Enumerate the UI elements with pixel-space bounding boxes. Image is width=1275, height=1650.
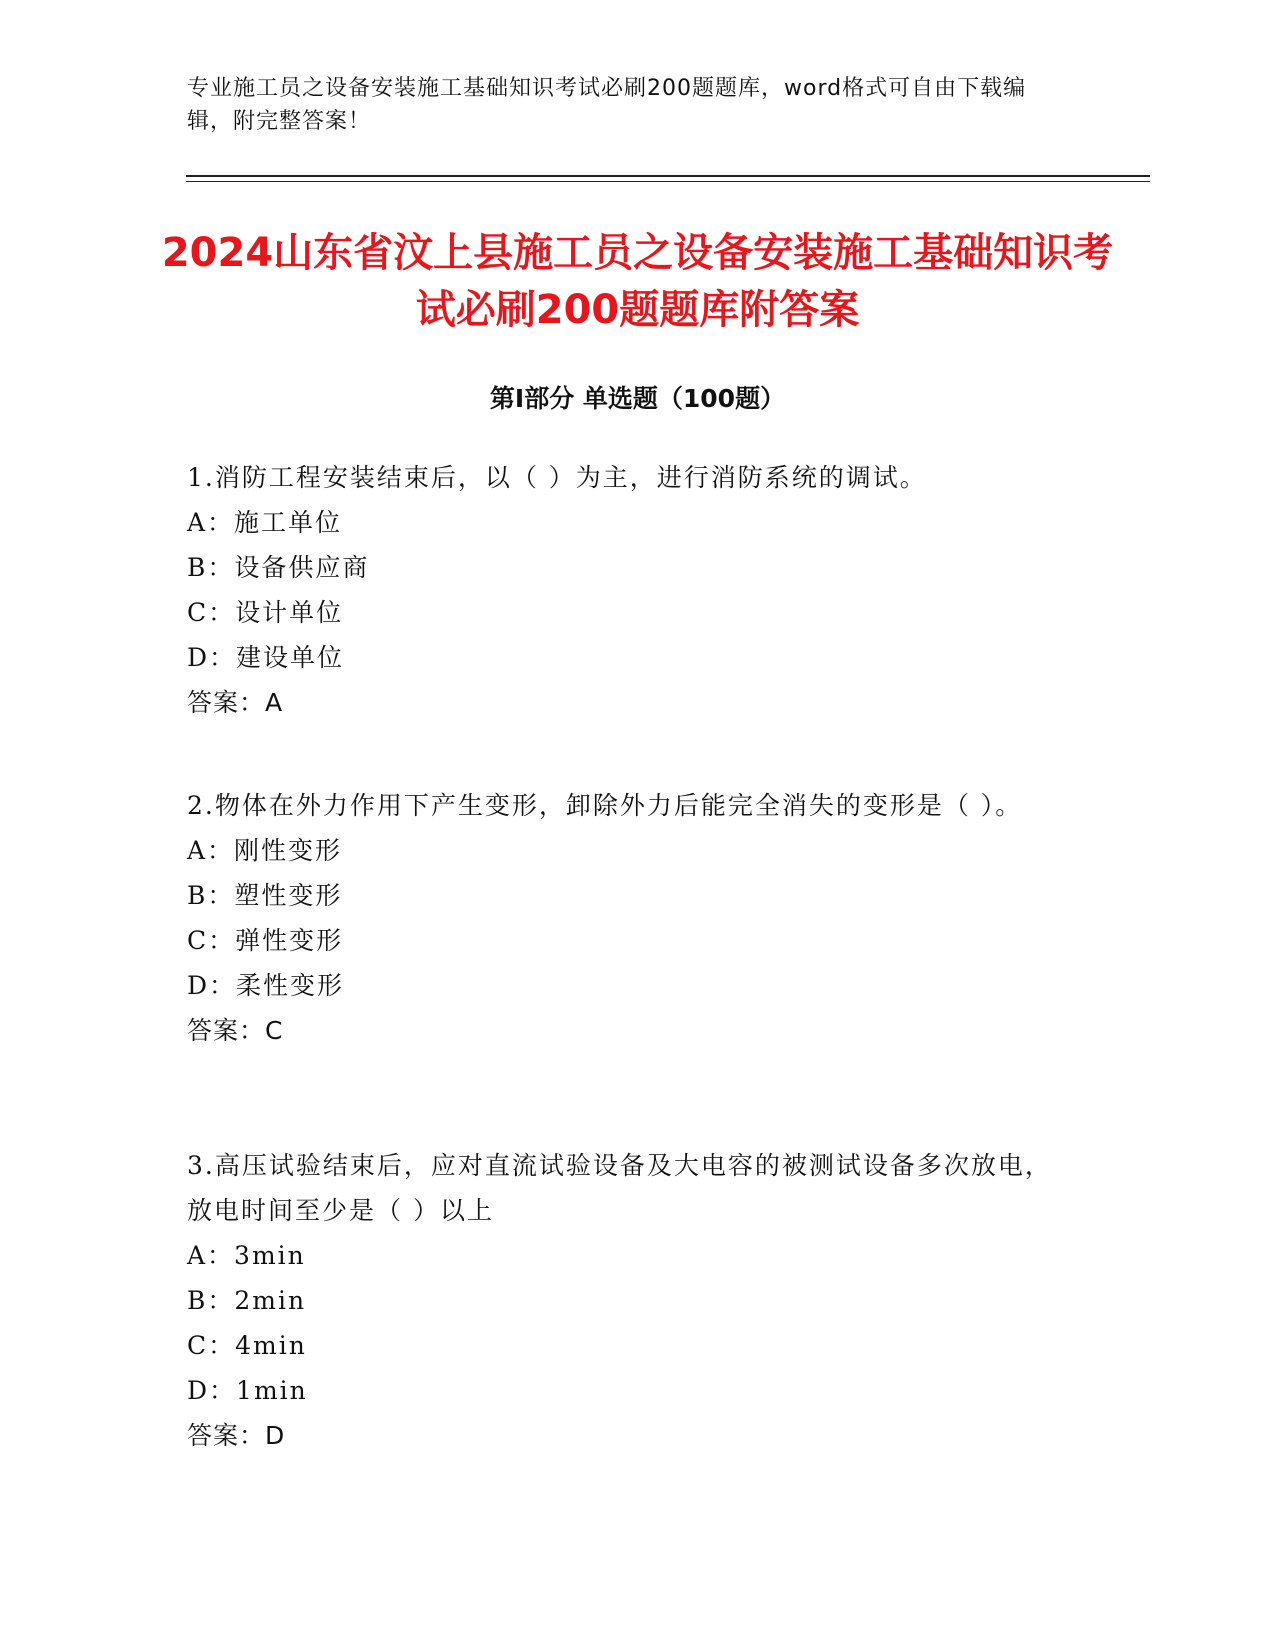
option-c: C：设计单位: [187, 598, 344, 627]
option-c: C：弹性变形: [187, 926, 344, 955]
option-b: B：塑性变形: [187, 881, 343, 910]
question-text: 3.高压试验结束后，应对直流试验设备及大电容的被测试设备多次放电，放电时间至少是（ ）以上: [187, 1151, 1052, 1225]
answer: 答案：A: [187, 688, 284, 717]
option-c: C：4min: [187, 1331, 307, 1360]
section-title: 第I部分 单选题（100题）: [489, 384, 786, 413]
option-d: D：柔性变形: [187, 971, 345, 1000]
question-text: 2.物体在外力作用下产生变形，卸除外力后能完全消失的变形是（ ）。: [187, 791, 1023, 820]
option-d: D：1min: [187, 1376, 308, 1405]
option-a: A：刚性变形: [187, 836, 343, 865]
question-1: [187, 455, 1067, 725]
option-b: B：2min: [187, 1286, 307, 1315]
option-a: A：施工单位: [187, 508, 343, 537]
option-b: B：设备供应商: [187, 553, 370, 582]
header-divider-thin: [186, 181, 1150, 182]
answer: 答案：D: [187, 1421, 286, 1450]
question-2: [187, 783, 1067, 1053]
question-text: 1.消防工程安装结束后，以（ ）为主，进行消防系统的调试。: [187, 463, 927, 492]
document-title: 2024山东省汶上县施工员之设备安装施工基础知识考试必刷200题题库附答案: [161, 230, 1114, 333]
header-divider-thick: [186, 175, 1150, 177]
option-a: A：3min: [187, 1241, 306, 1270]
option-d: D：建设单位: [187, 643, 345, 672]
header-note: 专业施工员之设备安装施工基础知识考试必刷200题题库，word格式可自由下载编辑，附完整答案！: [187, 76, 1027, 134]
question-3: [187, 1143, 1067, 1458]
answer: 答案：C: [187, 1016, 284, 1045]
